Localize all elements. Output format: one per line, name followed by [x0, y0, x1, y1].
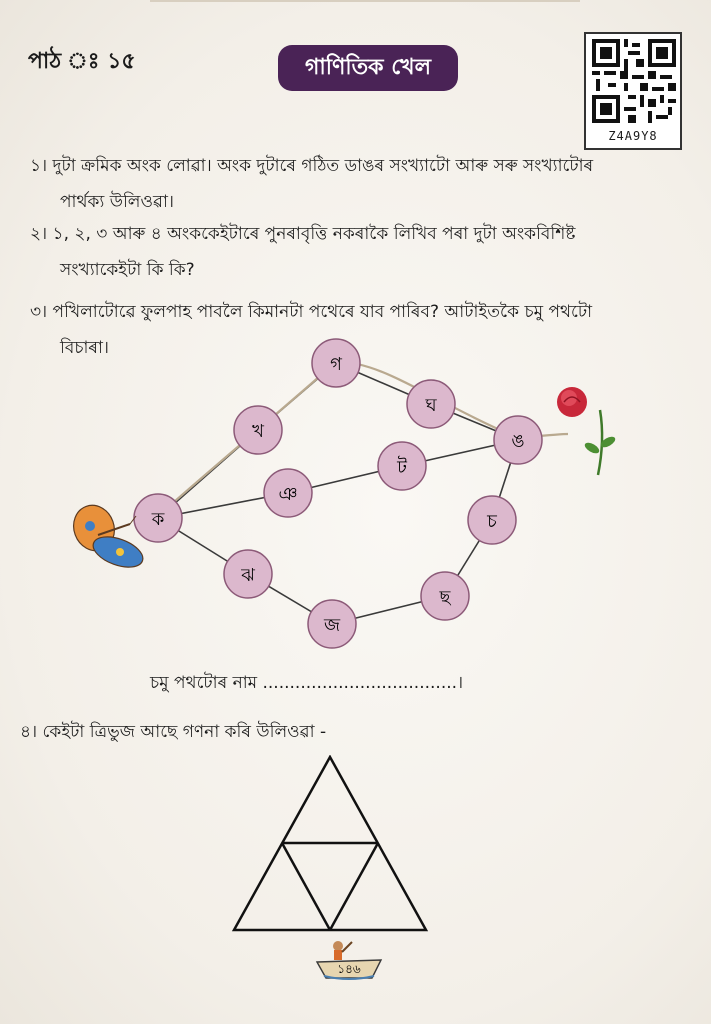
node-ca[interactable] [468, 496, 516, 544]
node-ga[interactable] [312, 339, 360, 387]
question-1 [30, 148, 680, 220]
node-tta[interactable] [378, 442, 426, 490]
question-text: ১, ২, ৩ আৰু ৪ অংককেইটাৰে পুনৰাবৃত্তি নকৰাকৈ লিখিব পৰা দুটা অংকবিশিষ্ট [52, 224, 576, 244]
top-rule [150, 0, 580, 2]
node-label: ঞ [278, 484, 298, 505]
node-label: ট [397, 457, 407, 478]
inner-left-side [282, 843, 330, 930]
node-label: ঘ [425, 395, 437, 416]
node-ka[interactable] [134, 494, 182, 542]
question-4 [20, 714, 520, 750]
node-label: ক [151, 509, 165, 530]
rose-flower-icon [557, 387, 617, 475]
answer-label: চমু পথটোৰ নাম [150, 673, 258, 693]
node-label: খ [252, 421, 264, 442]
node-label: গ [330, 354, 342, 375]
qr-code-box[interactable] [584, 32, 682, 150]
question-text: পখিলাটোৱে ফুলপাহ পাবলৈ কিমানটা পথেৰে যাব পাৰিব? আটাইতকৈ চমু পথটো [52, 302, 593, 322]
node-label: ছ [439, 587, 451, 608]
question-2 [30, 216, 680, 288]
node-gha[interactable] [407, 380, 455, 428]
inner-right-side [330, 843, 378, 930]
node-label: জ [323, 615, 341, 636]
node-kha[interactable] [234, 406, 282, 454]
question-number: ২। [30, 224, 48, 244]
answer-end: । [457, 673, 464, 693]
node-label: চ [487, 511, 497, 532]
node-label: ঙ [511, 431, 525, 452]
question-number: ৩। [30, 302, 48, 322]
node-ja[interactable] [308, 600, 356, 648]
question-text-continued: পাৰ্থক্য উলিওৱা। [60, 192, 174, 212]
answer-blank[interactable]: .................................... [262, 673, 458, 693]
question-number: ১। [30, 156, 48, 176]
triangle-figure [230, 755, 430, 933]
lesson-number: পাঠ ঃ ১৫ [28, 49, 136, 74]
question-text-continued: সংখ্যাকেইটা কি কি? [60, 260, 195, 280]
question-text: কেইটা ত্ৰিভুজ আছে গণনা কৰি উলিওৱা - [42, 722, 327, 742]
page-number: ১৪৬ [337, 962, 361, 976]
path-maze-diagram [60, 330, 620, 670]
node-label: ঝ [241, 565, 255, 586]
question-text-continued: বিচাৰা। [60, 338, 110, 358]
maze-edges [158, 362, 568, 624]
node-nga[interactable] [494, 416, 542, 464]
lesson-title: গাণিতিক খেল [278, 45, 458, 91]
question-number: ৪। [20, 722, 38, 742]
node-nya[interactable] [264, 469, 312, 517]
node-cha[interactable] [421, 572, 469, 620]
qr-code-icon [592, 39, 676, 123]
qr-code-text: Z4A9Y8 [608, 129, 658, 143]
shortest-path-answer [150, 670, 463, 698]
question-text: দুটা ক্ৰমিক অংক লোৱা। অংক দুটাৰে গঠিত ডাঙৰ সংখ্যাটো আৰু সৰু সংখ্যাটোৰ [52, 156, 594, 176]
page-number-boat [314, 938, 384, 984]
node-jha[interactable] [224, 550, 272, 598]
